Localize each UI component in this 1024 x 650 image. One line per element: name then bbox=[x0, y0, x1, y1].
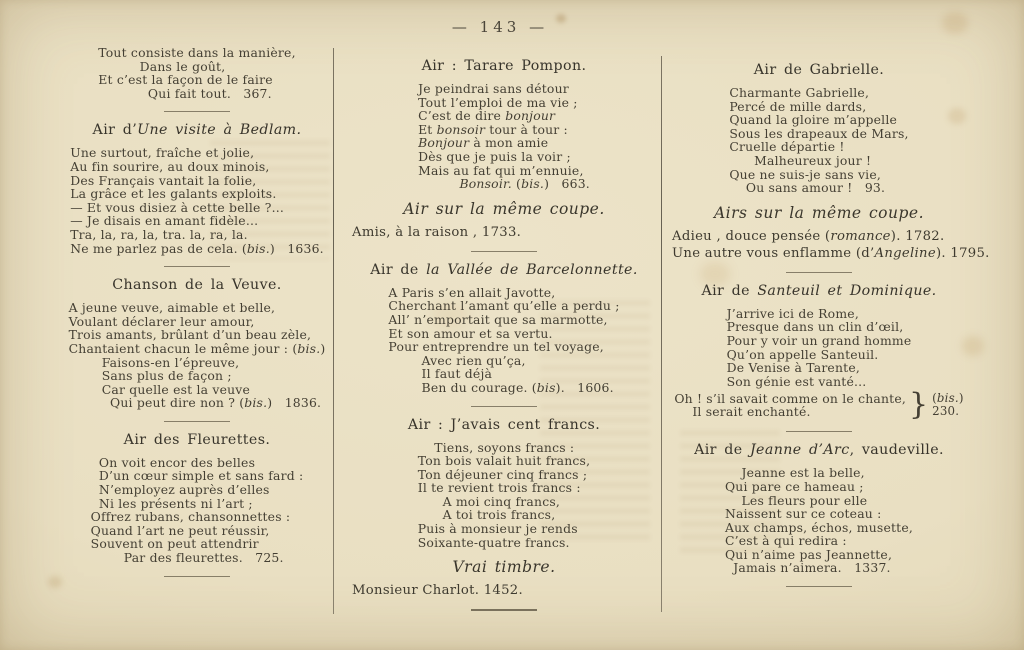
stanza-vallee-de-barcelonnette bbox=[388, 286, 619, 395]
verse-line: Qui peut dire non ? (bis.) 1836. bbox=[68, 395, 322, 411]
verse-line: Dans le goût, bbox=[98, 58, 226, 74]
stanza-tout-consiste bbox=[98, 46, 295, 100]
verse-line: Quand l’art ne peut réussir, bbox=[90, 522, 270, 538]
stanza-air-de-gabrielle bbox=[729, 86, 908, 195]
verse-line: — Je disais en amant fidèle... bbox=[70, 213, 259, 229]
verse-line: De Venise à Tarente, bbox=[726, 360, 861, 376]
verse-line: Trois amants, brûlant d’un beau zèle, bbox=[68, 327, 312, 343]
verse-line: A moi cinq francs, bbox=[417, 493, 561, 509]
verse-line: Il serait enchanté. bbox=[692, 404, 811, 420]
page-number: — 143 — bbox=[451, 18, 549, 36]
verse-line: A Paris s’en allait Javotte, bbox=[388, 284, 556, 300]
verse-line: Et bonsoir tour à tour : bbox=[418, 121, 568, 137]
section-divider bbox=[164, 421, 230, 422]
section-divider bbox=[471, 406, 537, 407]
verse-line: Aux champs, échos, musette, bbox=[724, 519, 914, 535]
verse-line: Par des fleurettes. 725. bbox=[90, 550, 284, 566]
section-divider bbox=[471, 609, 537, 611]
verse-line: Ne me parlez pas de cela. (bis.) 1636. bbox=[70, 240, 324, 256]
verse-line: Dès que je puis la voir ; bbox=[418, 148, 571, 164]
verse-line: Soixante-quatre francs. bbox=[417, 534, 570, 550]
verse-line: C’est à qui redira : bbox=[724, 533, 847, 549]
verse-line: Cherchant l’amant qu’elle a perdu ; bbox=[388, 298, 620, 314]
column-2 bbox=[334, 0, 662, 650]
verse-line: Une surtout, fraîche et jolie, bbox=[70, 145, 255, 161]
verse-line: J’arrive ici de Rome, bbox=[726, 305, 859, 321]
verse-line: Il te revient trois francs : bbox=[417, 480, 581, 496]
verse-line: Ton bois valait huit francs, bbox=[417, 453, 591, 469]
verse-line: Pour y voir un grand homme bbox=[726, 332, 912, 348]
verse-line: Chantaient chacun le même jour : (bis.) bbox=[68, 340, 326, 356]
stanza-une-visite-a-bedlam bbox=[70, 146, 324, 255]
verse-line: Qui n’aime pas Jeannette, bbox=[724, 546, 893, 562]
section-divider bbox=[164, 576, 230, 577]
verse-line: Naissent sur ce coteau : bbox=[724, 506, 882, 522]
annotation-line: 230. bbox=[932, 404, 960, 419]
verse-line: Malheureux jour ! bbox=[729, 152, 872, 168]
verse-line: Qui fait tout. 367. bbox=[98, 85, 272, 101]
air-heading: Air d’Une visite à Bedlam. bbox=[92, 122, 302, 139]
verse-line: — Et vous disiez à cette belle ?... bbox=[70, 199, 284, 215]
verse-line: Souvent on peut attendrir bbox=[90, 536, 259, 552]
section-divider bbox=[471, 251, 537, 252]
verse-line: Offrez rubans, chansonnettes : bbox=[90, 509, 291, 525]
verse-line: Sous les drapeaux de Mars, bbox=[729, 125, 909, 141]
verse-line: Ni les présents ni l’art ; bbox=[90, 495, 253, 511]
stanza-javais-cent-francs bbox=[418, 441, 591, 550]
section-divider bbox=[164, 111, 230, 112]
verse-line: Et son amour et sa vertu. bbox=[388, 325, 553, 341]
verse-line: Son génie est vanté... bbox=[726, 373, 867, 389]
air-heading: Air des Fleurettes. bbox=[123, 431, 271, 448]
verse-line: Les fleurs pour elle bbox=[724, 492, 868, 508]
verse-line: La grâce et les galants exploits. bbox=[70, 186, 277, 202]
verse-line: A jeune veuve, aimable et belle, bbox=[68, 300, 276, 316]
stanza-jeanne-d-arc bbox=[725, 466, 913, 575]
annotation-line: (bis.) bbox=[932, 391, 964, 406]
section-divider bbox=[164, 266, 230, 267]
verse-line: Il faut déjà bbox=[388, 366, 493, 382]
section-divider bbox=[786, 272, 852, 273]
curly-brace: } bbox=[909, 387, 929, 423]
verse-line: Pour entreprendre un tel voyage, bbox=[388, 339, 604, 355]
verse-line: Presque dans un clin d’œil, bbox=[726, 319, 904, 335]
section-divider bbox=[786, 431, 852, 432]
air-heading: Air de Jeanne d’Arc, vaudeville. bbox=[694, 442, 944, 459]
verse-line: Tiens, soyons francs : bbox=[417, 439, 575, 455]
air-heading: Chanson de la Veuve. bbox=[112, 277, 282, 294]
verse-line: Car quelle est la veuve bbox=[68, 381, 251, 397]
air-subheading: Air sur la même coupe. bbox=[403, 199, 605, 218]
verse-line: Avec rien qu’ça, bbox=[388, 352, 526, 368]
air-heading: Air de Gabrielle. bbox=[753, 62, 885, 78]
verse-line: Mais au fat qui m’ennuie, bbox=[418, 162, 584, 178]
verse-line: Faisons-en l’épreuve, bbox=[68, 354, 240, 370]
verse-line: All’ n’emportait que sa marmotte, bbox=[388, 311, 608, 327]
verse-line: On voit encor des belles bbox=[90, 454, 256, 470]
verse-line: Que ne suis-je sans vie, bbox=[729, 166, 882, 182]
air-heading: Air de Santeuil et Dominique. bbox=[701, 282, 937, 299]
reference-line: Monsieur Charlot. 1452. bbox=[352, 583, 523, 599]
verse-line: Voulant déclarer leur amour, bbox=[68, 313, 255, 329]
verse-line: Et c’est la façon de le faire bbox=[98, 72, 273, 88]
verse-line: Ton déjeuner cinq francs ; bbox=[417, 466, 588, 482]
verse-line: D’un cœur simple et sans fard : bbox=[90, 468, 304, 484]
stanza-chanson-de-la-veuve bbox=[69, 301, 326, 410]
air-subheading: Vrai timbre. bbox=[452, 558, 556, 577]
braced-refrain bbox=[674, 387, 964, 423]
reference-line: Adieu , douce pensée (romance). 1782. bbox=[672, 228, 945, 244]
section-divider bbox=[786, 586, 852, 587]
verse-line: Percé de mille dards, bbox=[729, 98, 867, 114]
reference-line: Une autre vous enflamme (d’Angeline). 1795. bbox=[672, 245, 990, 261]
verse-line: Bonjour à mon amie bbox=[418, 135, 549, 151]
verse-line: Sans plus de façon ; bbox=[68, 368, 232, 384]
verse-line: Cruelle départie ! bbox=[729, 139, 845, 155]
reference-line: Amis, à la raison , 1733. bbox=[352, 224, 522, 240]
air-heading: Air : J’avais cent francs. bbox=[407, 416, 601, 433]
verse-line: Jamais n’aimera. 1337. bbox=[724, 560, 891, 576]
verse-line: Quand la gloire m’appelle bbox=[729, 112, 898, 128]
verse-line: Des Français vantait la folie, bbox=[70, 172, 257, 188]
column-3 bbox=[662, 0, 1024, 650]
verse-line: Ben du courage. (bis). 1606. bbox=[388, 379, 614, 395]
verse-line: Jeanne est la belle, bbox=[724, 465, 865, 481]
stanza-air-des-fleurettes bbox=[91, 456, 304, 565]
verse-line: Oh ! s’il savait comme on le chante, bbox=[674, 390, 907, 406]
verse-line: Puis à monsieur je rends bbox=[417, 521, 578, 537]
stanza-tarare-pompon bbox=[418, 82, 590, 191]
verse-line: Tra, la, ra, la, tra. la, ra, la. bbox=[70, 226, 248, 242]
verse-line: N’employez auprès d’elles bbox=[90, 482, 270, 498]
verse-line: Bonsoir. (bis.) 663. bbox=[459, 176, 590, 192]
verse-line: Au fin sourire, au doux minois, bbox=[70, 158, 270, 174]
column-1 bbox=[0, 0, 334, 650]
verse-line: Qui pare ce hameau ; bbox=[724, 478, 864, 494]
stanza-santeuil-et-dominique bbox=[727, 307, 912, 389]
air-subheading: Airs sur la même coupe. bbox=[713, 203, 925, 222]
verse-line: Charmante Gabrielle, bbox=[729, 85, 870, 100]
verse-line: Qu’on appelle Santeuil. bbox=[726, 346, 879, 362]
verse-line: Je peindrai sans détour bbox=[418, 81, 569, 96]
verse-line: Tout l’emploi de ma vie ; bbox=[418, 94, 578, 110]
bis-and-number bbox=[932, 392, 964, 418]
air-heading: Air de la Vallée de Barcelonnette. bbox=[370, 261, 638, 278]
verse-lines bbox=[674, 392, 906, 419]
air-heading: Air : Tarare Pompon. bbox=[421, 58, 587, 74]
verse-line: Ou sans amour ! 93. bbox=[729, 180, 886, 196]
verse-line: A toi trois francs, bbox=[417, 507, 556, 523]
verse-line: C’est de dire bonjour bbox=[418, 108, 556, 124]
verse-line: Tout consiste dans la manière, bbox=[98, 45, 296, 60]
